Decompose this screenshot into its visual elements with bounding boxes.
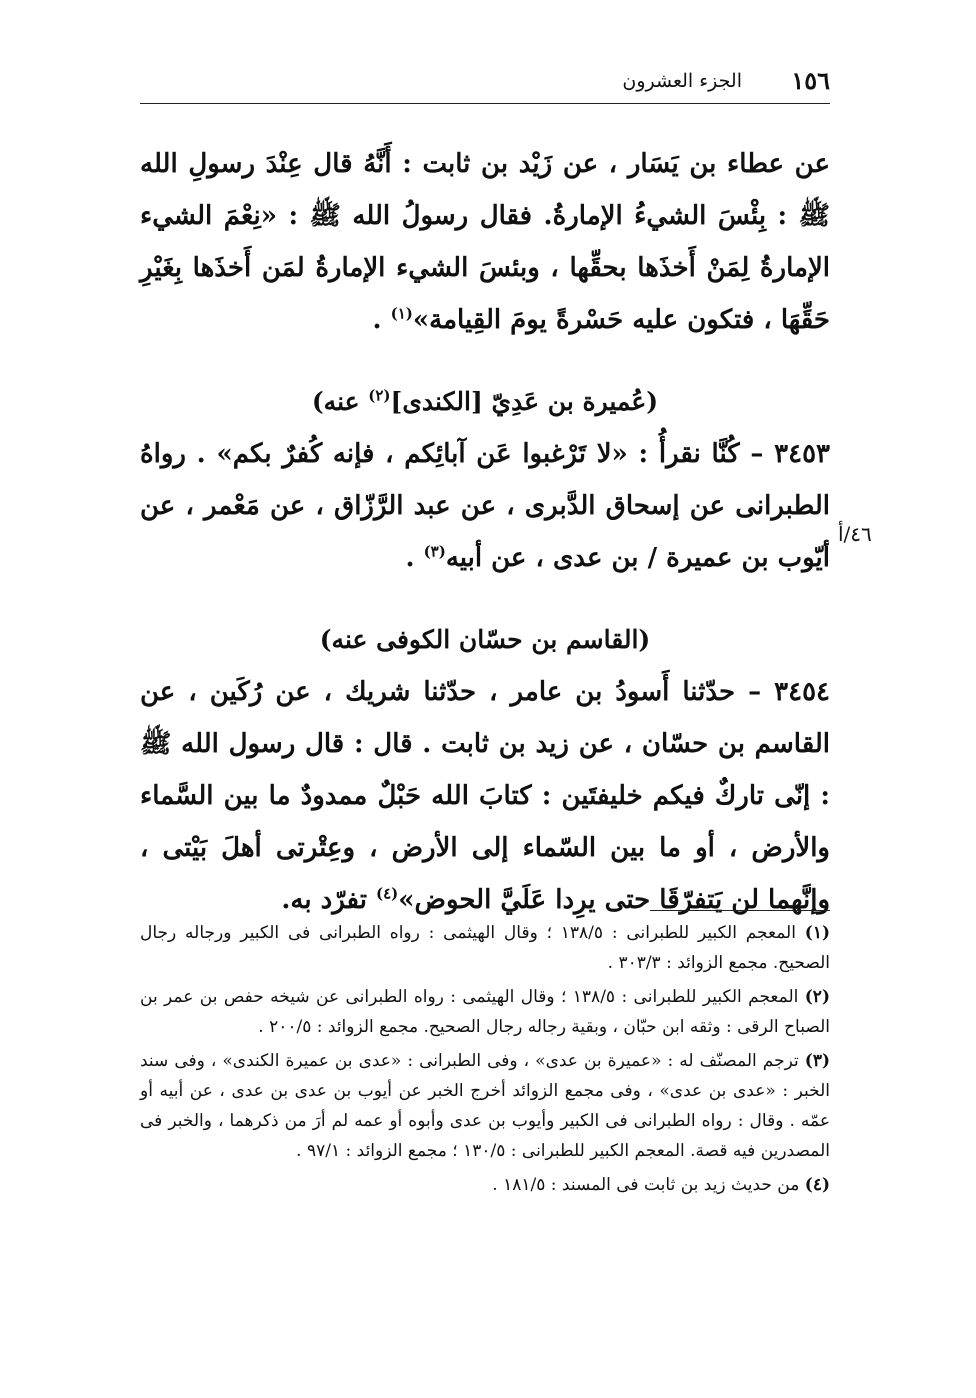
footnote-ref-3: (٣) — [423, 542, 446, 561]
section-title-1-end: عنه) — [311, 387, 369, 416]
paragraph-3 — [140, 666, 830, 926]
footnotes — [140, 918, 830, 1204]
part-title: الجزء العشرون — [622, 70, 742, 92]
footnote-3 — [140, 1046, 830, 1166]
footnote-number: (١) — [804, 923, 830, 943]
paragraph-1 — [140, 138, 830, 346]
section-title-1 — [140, 376, 830, 428]
footnote-ref-4: (٤) — [376, 884, 399, 903]
paragraph-1-end: . — [372, 305, 391, 335]
footnote-rule — [650, 910, 830, 911]
footnote-number: (٤) — [804, 1175, 830, 1195]
paragraph-3-text: ٣٤٥٤ – حدّثنا أَسودُ بن عامر ، حدّثنا شريك ، عن رُكَين ، عن القاسم بن حسّان ، عن زيد بن ثابت . قال : قال رسول الله ﷺ : إنّى تاركٌ فيكم خليفتَين : كتابَ الله حَبْلٌ ممدودٌ ما بين السَّماء والأرض ، أو ما بين السّماء إلى الأرض ، وعِتْرتى أهلَ بَيْتى ، وإنَّهما لن يَتفرّقَا حتى يرِدا عَلَيَّ الحوض» — [140, 677, 830, 915]
paragraph-2 — [140, 428, 830, 584]
footnote-2 — [140, 982, 830, 1042]
footnote-text: من حديث زيد بن ثابت فى المسند : ١٨١/٥ . — [492, 1175, 800, 1195]
section-title-2: (القاسم بن حسّان الكوفى عنه) — [319, 625, 651, 654]
footnote-1 — [140, 918, 830, 978]
footnote-ref-1: (١) — [390, 304, 413, 323]
margin-folio-note: ٤٦/أ — [838, 522, 872, 546]
paragraph-2-text: ٣٤٥٣ – كُنَّا نقرأُ : «لا تَرْغبوا عَن آبائِكم ، فإنه كُفرٌ بكم» . رواهُ الطبرانى عن إسحاق الدَّبرى ، عن عبد الرَّزّاق ، عن مَعْمر ، عن أيّوب بن عميرة / بن عدى ، عن أبيه — [140, 439, 830, 573]
footnote-ref-2: (٢) — [368, 386, 391, 405]
paragraph-2-end: . — [405, 543, 424, 573]
footnote-text: المعجم الكبير للطبرانى : ١٣٨/٥ ؛ وقال الهيثمى : رواه الطبرانى عن شيخه حفص بن عمر بن الصباح الرقى : وثقه ابن حبّان ، وبقية رجاله رجال الصحيح. مجمع الزوائد : ٢٠٠/٥ . — [140, 987, 830, 1037]
page-number: ١٥٦ — [791, 66, 830, 95]
footnote-text: المعجم الكبير للطبرانى : ١٣٨/٥ ؛ وقال الهيثمى : رواه الطبرانى فى الكبير ورجاله رجال الصحيح. مجمع الزوائد : ٣٠٣/٣ . — [140, 923, 830, 973]
footnote-number: (٣) — [804, 1051, 830, 1071]
section-title-1-text: (عُميرة بن عَدِيّ [الكندى] — [390, 387, 659, 416]
paragraph-3-end: تفرّد به. — [281, 885, 376, 915]
main-text — [140, 138, 830, 926]
footnote-text: ترجم المصنّف له : «عميرة بن عدى» ، وفى الطبرانى : «عدى بن عميرة الكندى» ، وفى سند الخبر : «عدى بن عدى» ، وفى مجمع الزوائد أخرج الخبر عن أيوب بن عدى بن عدى ، عن أبيه أو عمّه . وقال : رواه الطبرانى فى الكبير وأيوب بن عدى وأبوه أو عمه لم أرَ من ذكرهما ، والخبر فى المصدرين فيه قصة. المعجم الكبير للطبرانى : ١٣٠/٥ ؛ مجمع الزوائد : ٩٧/١ . — [140, 1051, 830, 1161]
paragraph-1-text: عن عطاء بن يَسَار ، عن زَيْد بن ثابت : أَنَّهُ قال عِنْدَ رسولِ الله ﷺ : بِئْسَ الشيءُ الإمارةُ. فقال رسولُ الله ﷺ : «نِعْمَ الشيء الإمارةُ لِمَنْ أَخذَها بحقِّها ، وبئسَ الشيء الإمارةُ لمَن أَخذَها بِغَيْرِ حَقِّهَا ، فتكون عليه حَسْرةً يومَ القِيامة» — [140, 149, 830, 335]
footnote-number: (٢) — [804, 987, 830, 1007]
header-rule — [140, 103, 830, 104]
footnote-4 — [140, 1170, 830, 1200]
page-header — [140, 64, 830, 102]
